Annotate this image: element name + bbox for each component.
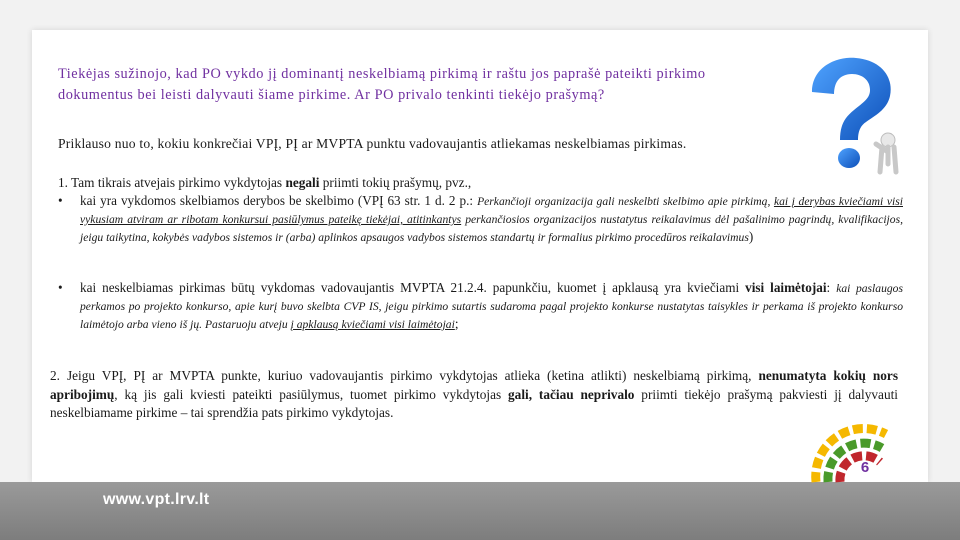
bullet-1: [58, 192, 903, 246]
bullet-1-italic-2: perkančiosios organizacijos nustatytus reikalavimus dėl pašalinimo pagrindų, kvalifikacijos, jeigu taikytina, kokybės vadybos sistemos ir (arba) aplinkos apsaugos vadybos sistemos standartų ir formalius pirkimo procedūros reikalavimus: [80, 213, 903, 244]
bullet-1-lead: kai yra vykdomos skelbiamos derybos be skelbimo (VPĮ 63 str. 1 d. 2 p.:: [80, 193, 478, 208]
bullet-2-text: [80, 279, 903, 333]
bullet-2-italic: kai paslaugos perkamos po projekto konkurso, apie kurį buvo skelbta CVP IS, jeigu pirkimo sutartis sudaroma pagal projekto konkurse nustatytas taisykles ir perkama iš projekto konkurso laimėtojo arba vieno iš jų. Pastaruoju atveju: [80, 282, 903, 331]
point-2-part-1: 2. Jeigu VPĮ, PĮ ar MVPTA punkte, kuriuo vadovaujantis pirkimo vykdytojas atlieka (ketina atlikti) neskelbiamą pirkimą,: [50, 368, 759, 383]
bullet-2-bold: visi laimėtojai: [745, 280, 827, 295]
point-2-bold-2: gali, tačiau neprivalo: [508, 386, 635, 402]
bullet-2-end: ;: [454, 316, 459, 331]
footer-url[interactable]: www.vpt.lrv.lt: [103, 491, 210, 508]
point-1-bold: negali: [285, 175, 320, 190]
point-1-pre: 1. Tam tikrais atvejais pirkimo vykdytojas: [58, 175, 286, 190]
bullet-1-marker: •: [58, 193, 63, 208]
bullet-1-italic-1: Perkančioji organizacija gali neskelbti skelbimo apie pirkimą,: [477, 195, 774, 208]
point-2-bold-1: nenumatyta kokių nors apribojimų: [50, 368, 899, 402]
bullet-2: [58, 279, 903, 333]
depends-text: Priklauso nuo to, kokiu konkrečiai VPĮ, PĮ ar MVPTA punktu vadovaujantis atliekamas neskelbiamas pirkimas.: [58, 136, 687, 151]
bullet-1-text: [80, 192, 903, 246]
point-2-part-2: , ką jis gali kviesti pateikti pasiūlymus, tuomet pirkimo vykdytojas: [114, 386, 509, 402]
bullet-2-lead: kai neskelbiamas pirkimas būtų vykdomas vadovaujantis MVPTA 21.2.4. papunkčiu, kuomet į apklausą yra kviečiami: [80, 280, 746, 295]
bullet-1-close: ): [748, 229, 754, 244]
bullet-2-marker: •: [58, 280, 63, 295]
question-text: Tiekėjas sužinojo, kad PO vykdo jį dominantį neskelbiamą pirkimą ir raštu jos paprašė pateikti pirkimo dokumentus bei leisti dalyvauti šiame pirkime. Ar PO privalo tenkinti tiekėjo prašymą?: [58, 66, 706, 103]
point-1: [58, 174, 908, 192]
question-mark-figure-icon: [790, 52, 910, 177]
bullet-2-underlined: į apklausą kviečiami visi laimėtojai: [290, 318, 455, 331]
vpt-logo-icon: [808, 420, 918, 490]
bullet-1-underlined: kai į derybas kviečiami visi vykusiam atviram ar ribotam konkursui pasiūlymus pateikę tiekėjai, atitinkantys: [80, 195, 903, 226]
point-2: [50, 367, 898, 423]
bullet-2-colon: :: [826, 280, 837, 295]
point-1-post: priimti tokių prašymų, pvz.,: [319, 175, 472, 190]
page-number: 6: [860, 459, 870, 476]
point-2-part-3: priimti tiekėjo prašymą pakviesti jį dalyvauti neskelbiamame pirkime – tai sprendžia pats pirkimo vykdytojas.: [50, 386, 898, 420]
